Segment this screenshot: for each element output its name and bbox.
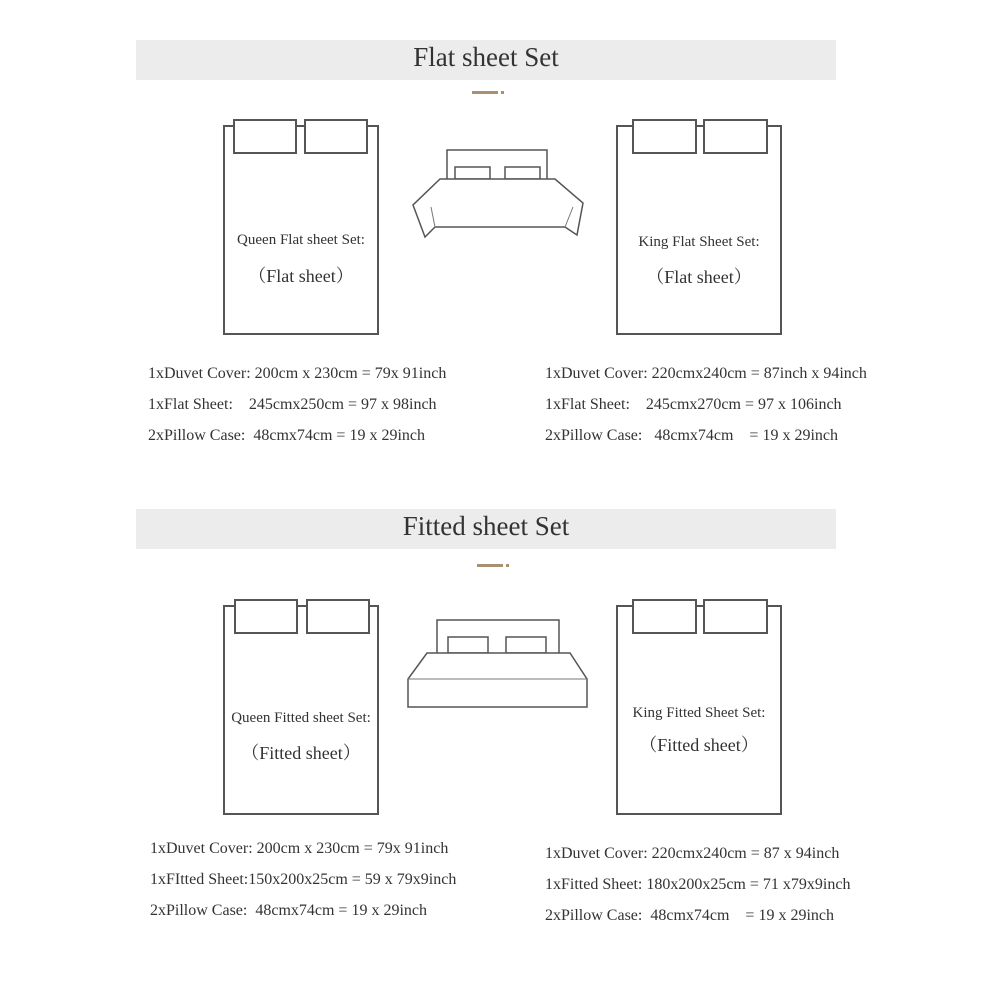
king-flat-spec-pillow: 2xPillow Case: 48cmx74cm = 19 x 29inch (545, 427, 838, 444)
king-flat-spec-sheet: 1xFlat Sheet: 245cmx270cm = 97 x 106inch (545, 396, 842, 413)
king-flat-label: King Flat Sheet Set: (638, 234, 760, 250)
queen-fitted-spec-duvet: 1xDuvet Cover: 200cm x 230cm = 79x 91inch (150, 840, 449, 857)
king-flat-spec-duvet: 1xDuvet Cover: 220cmx240cm = 87inch x 94inch (545, 365, 867, 382)
queen-fitted-spec-pillow: 2xPillow Case: 48cmx74cm = 19 x 29inch (150, 902, 427, 919)
king-fitted-spec-sheet: 1xFitted Sheet: 180x200x25cm = 71 x79x9inch (545, 876, 851, 893)
queen-fitted-sublabel: （Fitted sheet） (241, 743, 361, 763)
queen-flat-spec-sheet: 1xFlat Sheet: 245cmx250cm = 97 x 98inch (148, 396, 437, 413)
pillow-left (632, 599, 697, 634)
king-fitted-spec-pillow: 2xPillow Case: 48cmx74cm = 19 x 29inch (545, 907, 834, 924)
section-header-fitted (136, 509, 836, 549)
pillow-right (703, 119, 768, 154)
pillow-left (632, 119, 697, 154)
pillow-right (304, 119, 368, 154)
queen-flat-spec-duvet: 1xDuvet Cover: 200cm x 230cm = 79x 91inch (148, 365, 447, 382)
section-header-flat (136, 40, 836, 80)
section-title-fitted: Fitted sheet Set (402, 511, 570, 541)
title-accent-dot (506, 564, 509, 567)
king-fitted-sublabel: （Fitted sheet） (639, 735, 759, 755)
queen-flat-sublabel: （Flat sheet） (248, 266, 354, 286)
queen-flat-bed-diagram (223, 125, 379, 335)
king-flat-sublabel: （Flat sheet） (646, 267, 752, 287)
king-fitted-spec-duvet: 1xDuvet Cover: 220cmx240cm = 87 x 94inch (545, 845, 840, 862)
queen-flat-spec-pillow: 2xPillow Case: 48cmx74cm = 19 x 29inch (148, 427, 425, 444)
king-fitted-label: King Fitted Sheet Set: (632, 705, 766, 721)
king-flat-bed-diagram (616, 125, 782, 335)
pillow-right (306, 599, 370, 634)
section-title-flat: Flat sheet Set (413, 42, 559, 72)
queen-flat-label: Queen Flat sheet Set: (237, 232, 365, 248)
pillow-left (234, 599, 298, 634)
title-accent-line (472, 91, 498, 94)
queen-fitted-label: Queen Fitted sheet Set: (231, 710, 371, 726)
flat-bed-side-view (405, 145, 595, 245)
title-accent-dot (501, 91, 504, 94)
queen-fitted-spec-sheet: 1xFItted Sheet:150x200x25cm = 59 x 79x9inch (150, 871, 457, 888)
pillow-left (233, 119, 297, 154)
pillow-right (703, 599, 768, 634)
title-accent-line (477, 564, 503, 567)
fitted-bed-side-view (405, 617, 595, 717)
